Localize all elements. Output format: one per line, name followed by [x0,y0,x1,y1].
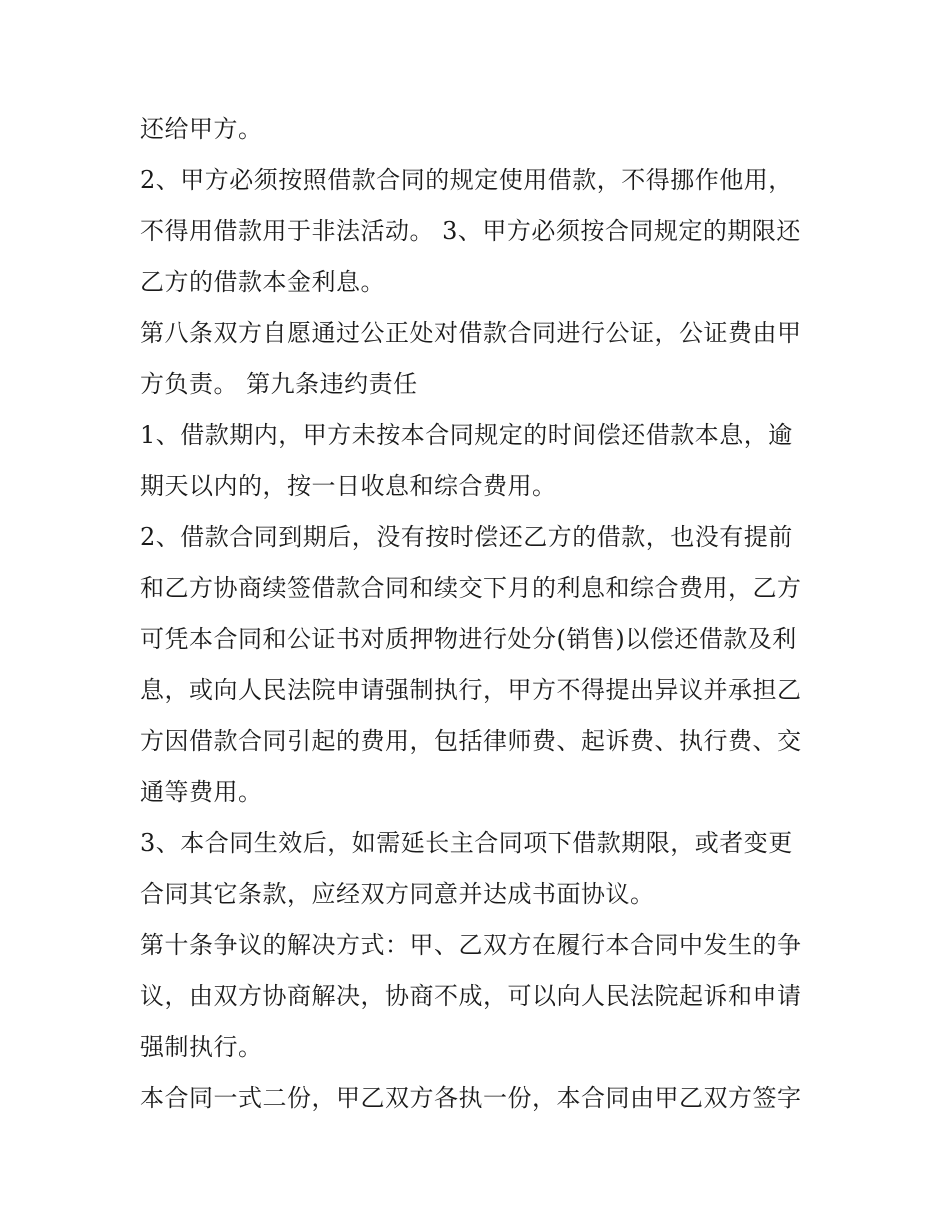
text-line: 2、借款合同到期后，没有按时偿还乙方的借款，也没有提前 [140,523,793,551]
text-line: 通等费用。 [140,778,263,806]
text-line: 可凭本合同和公证书对质押物进行处分(销售)以偿还借款及利 [140,625,797,653]
text-line: 3、本合同生效后，如需延长主合同项下借款期限，或者变更 [140,829,793,857]
text-line: 强制执行。 [140,1033,263,1061]
text-line: 乙方的借款本金利息。 [140,268,385,296]
text-line: 本合同一式二份，甲乙双方各执一份，本合同由甲乙双方签字 [140,1084,802,1112]
text-line: 和乙方协商续签借款合同和续交下月的利息和综合费用，乙方 [140,574,802,602]
text-line: 第八条双方自愿通过公正处对借款合同进行公证，公证费由甲 [140,319,802,347]
text-line: 息，或向人民法院申请强制执行，甲方不得提出异议并承担乙 [140,676,802,704]
contract-text-body [140,104,830,1124]
text-line: 合同其它条款，应经双方同意并达成书面协议。 [140,880,655,908]
text-line: 不得用借款用于非法活动。 3、甲方必须按合同规定的期限还 [140,217,801,245]
text-line: 方因借款合同引起的费用，包括律师费、起诉费、执行费、交 [140,727,802,755]
text-line: 期天以内的，按一日收息和综合费用。 [140,472,557,500]
text-line: 第十条争议的解决方式：甲、乙双方在履行本合同中发生的争 [140,931,802,959]
text-line: 还给甲方。 [140,115,263,143]
text-line: 2、甲方必须按照借款合同的规定使用借款，不得挪作他用， [140,166,793,194]
text-line: 方负责。 第九条违约责任 [140,370,418,398]
text-line: 1、借款期内，甲方未按本合同规定的时间偿还借款本息，逾 [140,421,793,449]
text-line: 议，由双方协商解决，协商不成，可以向人民法院起诉和申请 [140,982,802,1010]
